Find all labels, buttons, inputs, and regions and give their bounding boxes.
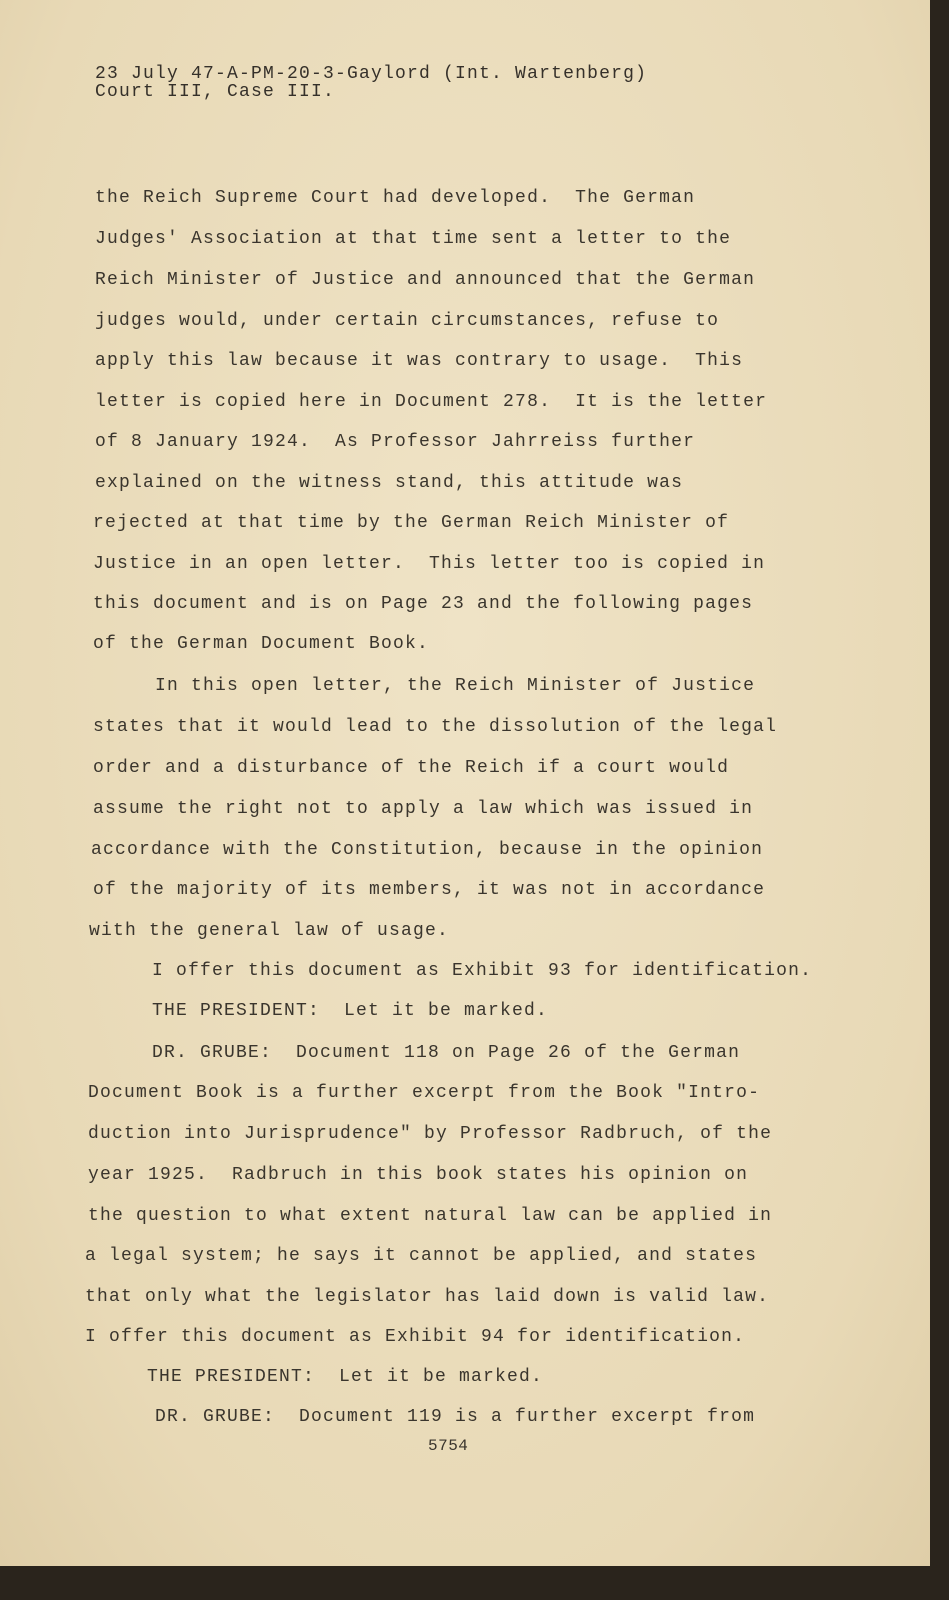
body-line: Document Book is a further excerpt from the Book "Intro- — [88, 1083, 761, 1103]
body-line: In this open letter, the Reich Minister of Justice — [155, 676, 756, 696]
body-line: the Reich Supreme Court had developed. The German — [95, 188, 696, 208]
body-line: of the German Document Book. — [93, 634, 430, 654]
body-line: the question to what extent natural law can be applied in — [88, 1206, 773, 1226]
page-number: 5754 — [428, 1437, 469, 1455]
body-line: letter is copied here in Document 278. It is the letter — [95, 392, 768, 412]
body-line: rejected at that time by the German Reich Minister of — [93, 513, 730, 533]
body-line: accordance with the Constitution, because in the opinion — [91, 840, 764, 860]
body-line: states that it would lead to the dissolution of the legal — [93, 717, 778, 737]
body-line: DR. GRUBE: Document 119 is a further excerpt from — [155, 1407, 756, 1427]
body-line: of 8 January 1924. As Professor Jahrreiss further — [95, 432, 696, 452]
body-line: of the majority of its members, it was not in accordance — [93, 880, 766, 900]
body-line: DR. GRUBE: Document 118 on Page 26 of the German — [152, 1043, 741, 1063]
body-line: judges would, under certain circumstances, refuse to — [95, 311, 720, 331]
body-line: THE PRESIDENT: Let it be marked. — [152, 1001, 549, 1021]
body-line: that only what the legislator has laid down is valid law. — [85, 1287, 770, 1307]
body-line: THE PRESIDENT: Let it be marked. — [147, 1367, 544, 1387]
header-line-2: Court III, Case III. — [95, 82, 336, 102]
body-line: Justice in an open letter. This letter too is copied in — [93, 554, 766, 574]
body-line: year 1925. Radbruch in this book states his opinion on — [88, 1165, 749, 1185]
body-line: this document and is on Page 23 and the following pages — [93, 594, 754, 614]
body-line: apply this law because it was contrary to usage. This — [95, 351, 744, 371]
body-line: Judges' Association at that time sent a letter to the — [95, 229, 732, 249]
body-line: with the general law of usage. — [89, 921, 450, 941]
body-line: I offer this document as Exhibit 93 for identification. — [152, 961, 813, 981]
body-line: assume the right not to apply a law which was issued in — [93, 799, 754, 819]
body-line: explained on the witness stand, this attitude was — [95, 473, 684, 493]
body-line: I offer this document as Exhibit 94 for identification. — [85, 1327, 746, 1347]
body-line: Reich Minister of Justice and announced that the German — [95, 270, 756, 290]
body-line: order and a disturbance of the Reich if a court would — [93, 758, 730, 778]
body-line: a legal system; he says it cannot be applied, and states — [85, 1246, 758, 1266]
body-line: duction into Jurisprudence" by Professor Radbruch, of the — [88, 1124, 773, 1144]
header-line-1: 23 July 47-A-PM-20-3-Gaylord (Int. Wartenberg) — [95, 64, 648, 84]
